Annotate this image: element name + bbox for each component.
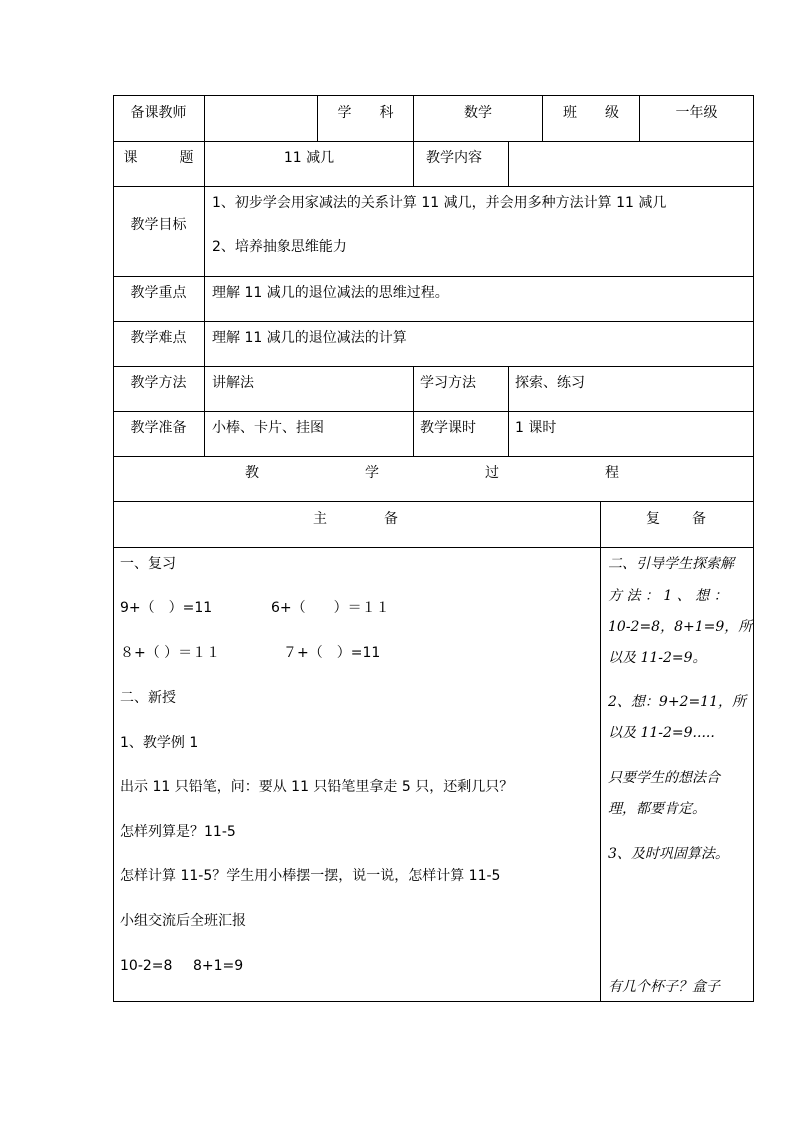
hours-value: 1 课时 (515, 420, 557, 436)
process-char-1: 教 (245, 465, 259, 481)
side-note-10: 有几个杯子？盒子 (608, 979, 720, 995)
goal-line-2: 2、培养抽象思维能力 (212, 239, 347, 255)
subject-label: 学 科 (337, 105, 394, 121)
grade-value: 一年级 (675, 105, 718, 121)
goals-label: 教学目标 (130, 217, 187, 233)
teacher-label: 备课教师 (130, 105, 187, 121)
side-note-8: 理，都要肯定。 (608, 801, 706, 817)
side-note-5: 2、想：9+2=11，所 (608, 694, 746, 710)
difficulty-label: 教学难点 (130, 330, 187, 346)
method-label: 教学方法 (130, 375, 187, 391)
method-value: 讲解法 (212, 375, 254, 391)
calc-2: 8+1=9 (193, 958, 244, 974)
secondary-prep-char-1: 复 (646, 511, 660, 527)
key-point-label: 教学重点 (130, 285, 187, 301)
new-lesson-heading: 二、新授 (120, 690, 176, 706)
topic-label: 课 题 (123, 150, 194, 166)
exercise-4: ７+（ ）=11 (283, 645, 381, 661)
goal-line-1: 1、初步学会用家减法的关系计算 11 减几，并会用多种方法计算 11 减几 (212, 195, 667, 211)
side-note-1: 二、引导学生探索解 (608, 556, 734, 572)
prep-label: 教学准备 (130, 420, 187, 436)
difficulty-value: 理解 11 减几的退位减法的计算 (212, 330, 407, 346)
key-point-value: 理解 11 减几的退位减法的思维过程。 (212, 285, 449, 301)
exercise-3: ８+（ ）＝１１ (120, 645, 221, 661)
process-char-4: 程 (605, 465, 619, 481)
process-char-2: 学 (365, 465, 379, 481)
side-note-3: 10-2=8，8+1=9，所 (608, 619, 753, 635)
hours-label: 教学课时 (420, 420, 476, 436)
main-prep-char-1: 主 (313, 511, 327, 527)
side-note-7: 只要学生的想法合 (608, 770, 720, 786)
exercise-2: 6+（ ）＝１１ (271, 600, 390, 616)
side-note-9: 3、及时巩固算法。 (608, 846, 729, 862)
exercise-1: 9+（ ）=11 (120, 600, 213, 616)
formula-question: 怎样列算是？11-5 (120, 824, 236, 840)
process-char-3: 过 (485, 465, 499, 481)
study-method-label: 学习方法 (420, 375, 476, 391)
review-heading: 一、复习 (120, 556, 176, 572)
example-heading: 1、教学例 1 (120, 735, 199, 751)
group-report: 小组交流后全班汇报 (120, 913, 246, 929)
side-note-6: 以及 11-2=9..... (608, 725, 715, 741)
secondary-prep-char-2: 备 (692, 511, 706, 527)
prep-value: 小棒、卡片、挂图 (212, 420, 324, 436)
main-prep-char-2: 备 (384, 511, 398, 527)
side-note-2: 方 法 ： 1 、 想 ： (608, 588, 728, 604)
subject-value: 数学 (464, 105, 492, 121)
study-method-value: 探索、练习 (515, 375, 585, 391)
calc-1: 10-2=8 (120, 958, 173, 974)
content-label: 教学内容 (426, 150, 482, 166)
topic-value: 11 减几 (283, 150, 335, 166)
question-text: 出示 11 只铅笔，问：要从 11 只铅笔里拿走 5 只，还剩几只？ (120, 779, 514, 795)
side-note-4: 以及 11-2=9。 (608, 650, 707, 666)
grade-label: 班 级 (563, 105, 619, 121)
compute-question: 怎样计算 11-5？学生用小棒摆一摆，说一说，怎样计算 11-5 (120, 868, 501, 884)
